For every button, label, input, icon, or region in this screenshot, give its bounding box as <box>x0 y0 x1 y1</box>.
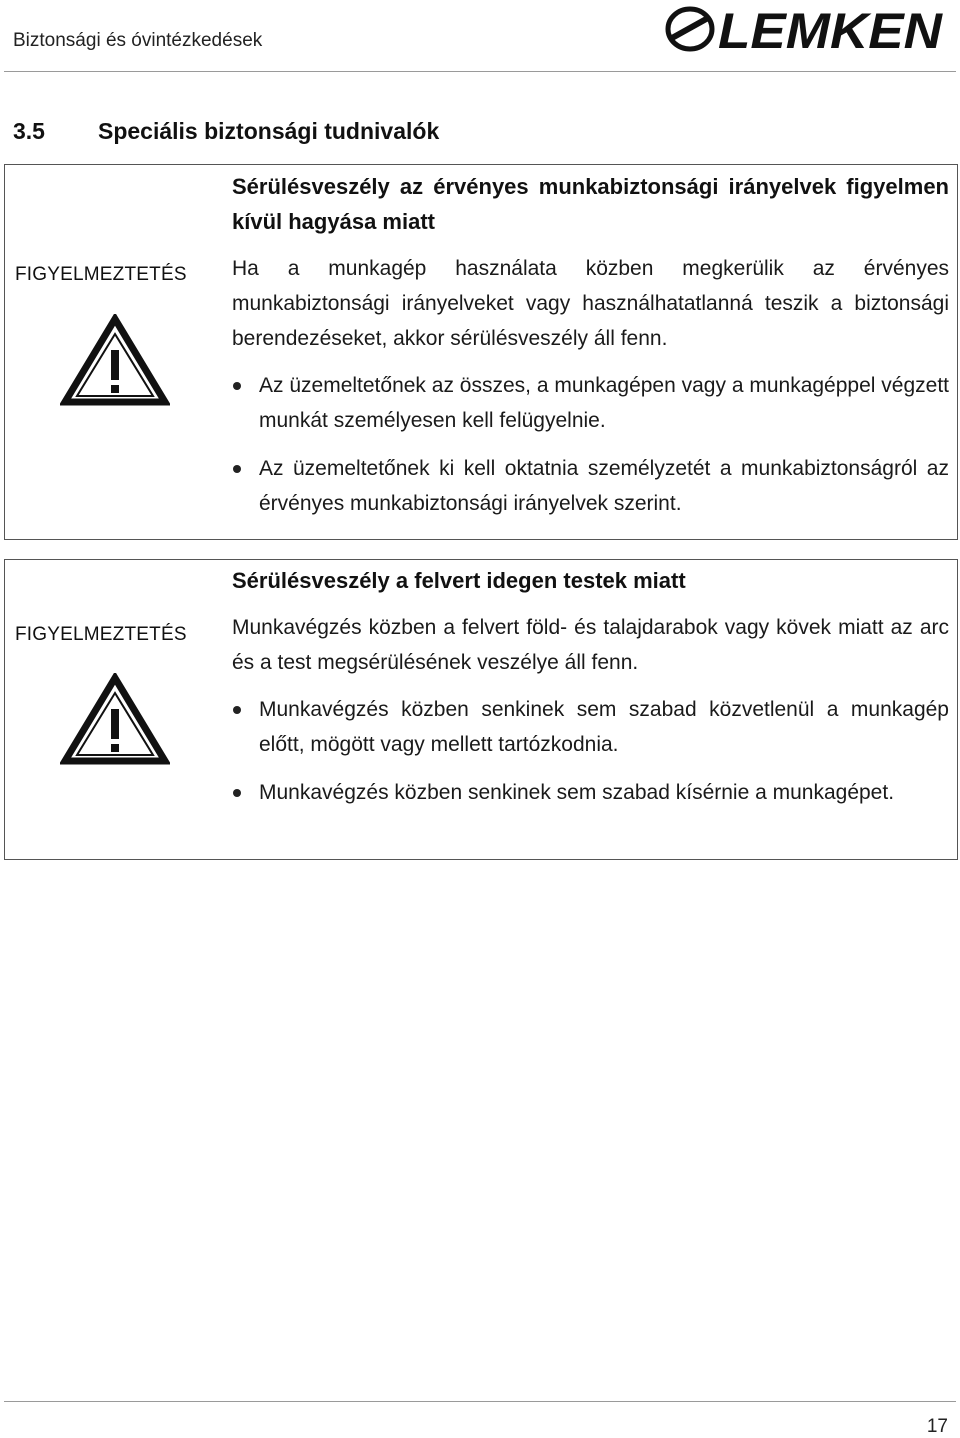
logo-wordmark: LEMKEN <box>718 3 943 58</box>
warning-content <box>232 169 949 534</box>
section-number: 3.5 <box>13 118 45 144</box>
instruction-list <box>232 692 949 810</box>
running-header-title: Biztonsági és óvintézkedések <box>13 30 263 51</box>
lemken-emblem-icon <box>668 9 712 49</box>
header-divider <box>4 71 956 72</box>
bullet-icon <box>233 789 241 797</box>
bullet-icon <box>233 706 241 714</box>
signal-word: FIGYELMEZTETÉS <box>15 624 187 645</box>
footer-divider <box>4 1401 956 1402</box>
hazard-description: Munkavégzés közben a felvert föld- és talajdarabok vagy kövek miatt az arc és a test megsérülésének veszélye áll fenn. <box>232 616 949 674</box>
lemken-logo <box>664 2 946 58</box>
warning-box <box>4 164 958 540</box>
hazard-title: Sérülésveszély az érvényes munkabiztonsági irányelvek figyelmen kívül hagyása miatt <box>232 174 949 234</box>
warning-box <box>4 559 958 860</box>
warning-content <box>232 563 949 823</box>
warning-triangle-icon <box>60 314 170 408</box>
bullet-icon <box>233 465 241 473</box>
section-heading <box>13 118 439 145</box>
signal-word: FIGYELMEZTETÉS <box>15 264 187 285</box>
hazard-title: Sérülésveszély a felvert idegen testek miatt <box>232 568 686 593</box>
page-number: 17 <box>926 1416 948 1437</box>
warning-triangle-icon <box>60 673 170 767</box>
section-title: Speciális biztonsági tudnivalók <box>98 118 440 144</box>
list-item: Az üzemeltetőnek ki kell oktatnia személyzetét a munkabiztonságról az érvényes munkabiztonsági irányelvek szerint. <box>232 451 949 521</box>
list-item: Munkavégzés közben senkinek sem szabad közvetlenül a munkagép előtt, mögött vagy mellett tartózkodnia. <box>232 692 949 762</box>
hazard-description: Ha a munkagép használata közben megkerülik az érvényes munkabiztonsági irányelveket vagy használhatatlanná teszik a biztonsági berendezéseket, akkor sérülésveszély áll fenn. <box>232 257 949 350</box>
instruction-list <box>232 368 949 521</box>
list-item: Az üzemeltetőnek az összes, a munkagépen vagy a munkagéppel végzett munkát személyesen kell felügyelnie. <box>232 368 949 438</box>
list-item: Munkavégzés közben senkinek sem szabad kísérnie a munkagépet. <box>232 775 949 810</box>
bullet-icon <box>233 382 241 390</box>
